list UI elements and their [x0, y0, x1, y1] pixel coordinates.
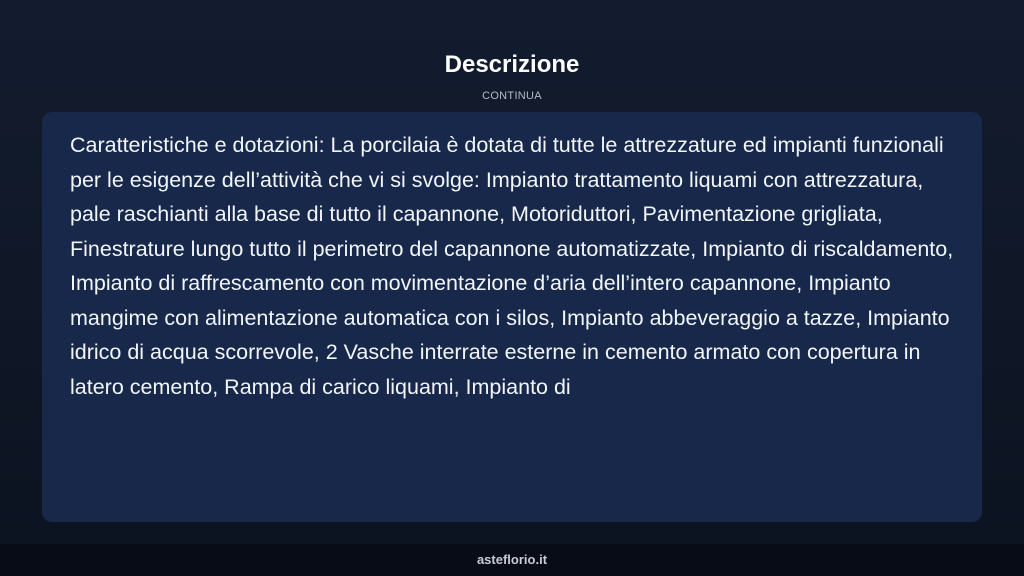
description-card — [42, 112, 982, 522]
footer-bar — [0, 544, 1024, 576]
page-title: Descrizione — [444, 51, 580, 78]
continue-link[interactable]: CONTINUA — [482, 90, 542, 102]
description-text: Caratteristiche e dotazioni: La porcilaia è dotata di tutte le attrezzature ed impianti funzionali per le esigenze dell’attività che vi si svolge: Impianto trattamento liquami con attrezzatura, pale raschianti alla base di tutto il capannone, Motoriduttori, Pavimentazione grigliata, Finestrature lungo tutto il perimetro del capannone automatizzate, Impianto di riscaldamento, Impianto di raffrescamento con movimentazione d’aria dell’intero capannone, Impianto mangime con alimentazione automatica con i silos, Impianto abbeveraggio a tazze, Impianto idrico di acqua scorrevole, 2 Vasche interrate esterne in cemento armato con copertura in latero cemento, Rampa di carico liquami, Impianto di — [70, 133, 954, 399]
site-name[interactable]: asteflorio.it — [476, 552, 548, 567]
